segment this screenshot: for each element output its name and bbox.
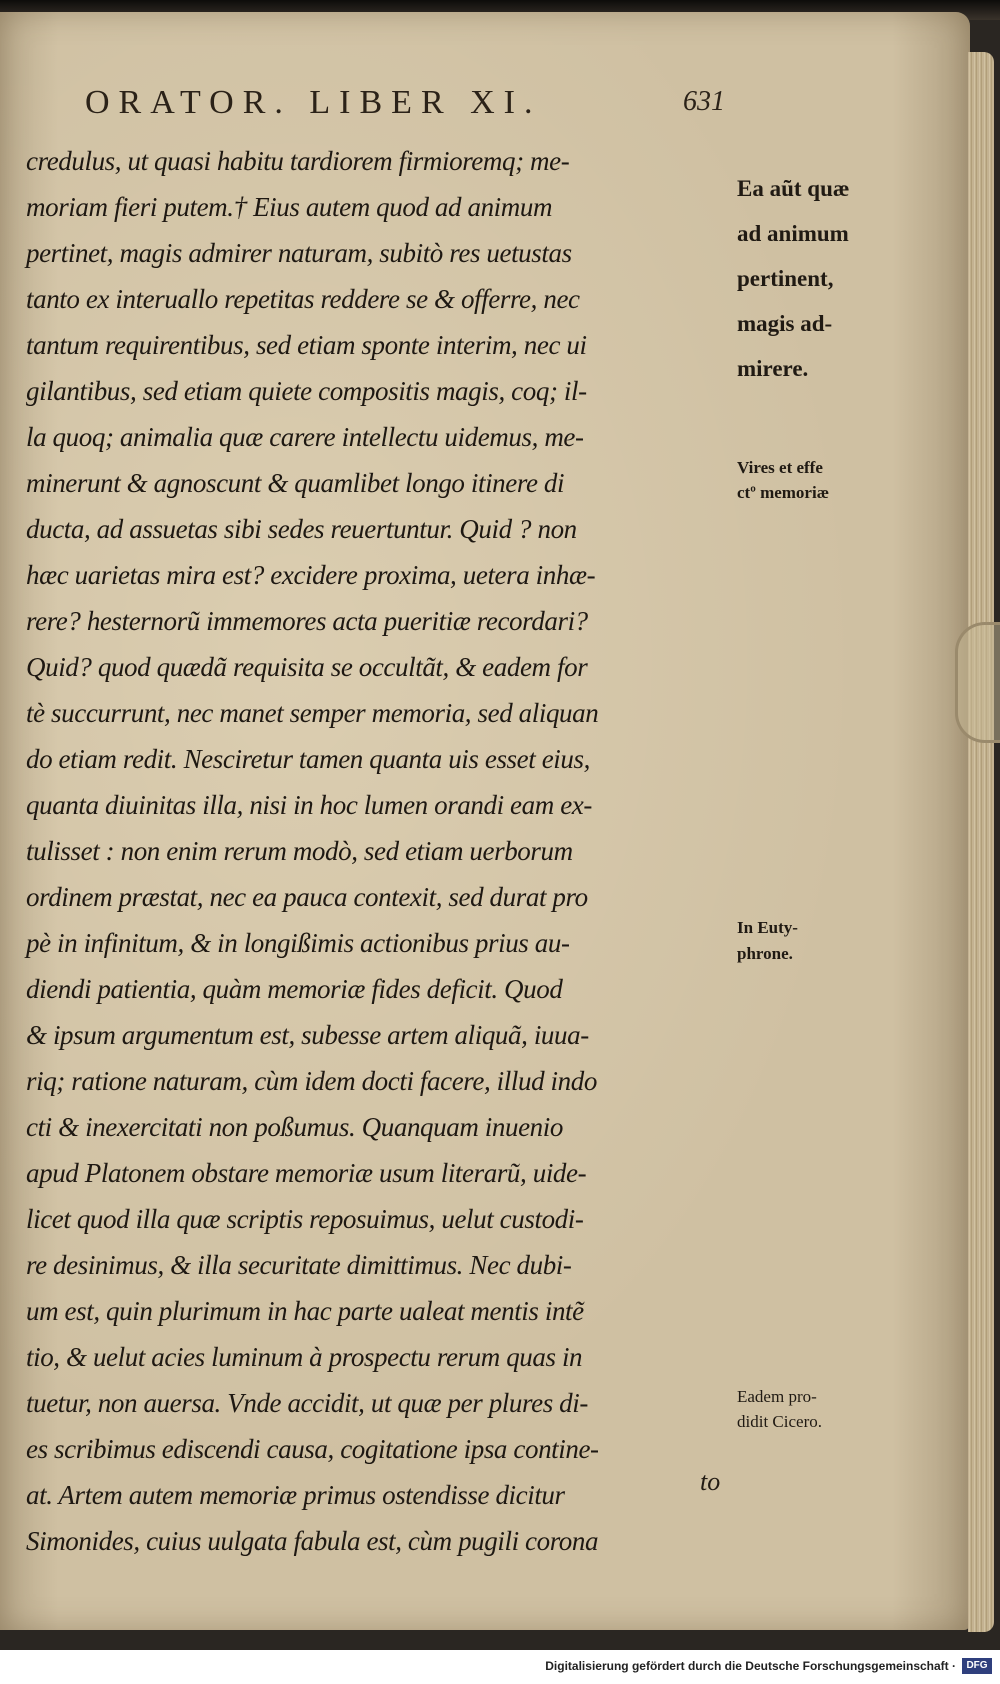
margin-note-line: phrone. [737,944,793,963]
text-line: Quid? quod quædã requisita se occultãt, & eadem for [26,652,588,682]
text-line: tuetur, non auersa. Vnde accidit, ut quæ per plures di- [26,1388,588,1418]
margin-note-line: Eadem pro- [737,1387,817,1406]
page-number: 631 [683,86,725,117]
text-line: diendi patientia, quàm memoriæ fides deficit. Quod [26,974,563,1004]
margin-note-line: In Euty- [737,918,798,937]
running-title: ORATOR. LIBER XI. [85,84,542,121]
text-line: cti & inexercitati non poßumus. Quanquam inuenio [26,1112,563,1142]
margin-note-line: Vires et effe [737,458,823,477]
text-line: apud Platonem obstare memoriæ usum literarũ, uide- [26,1158,587,1188]
margin-note-line: ad animum [737,221,849,246]
text-line: es scribimus ediscendi causa, cogitatione ipsa contine- [26,1434,599,1464]
margin-note-line: mirere. [737,356,809,381]
margin-note-line: didit Cicero. [737,1412,822,1431]
text-line: & ipsum argumentum est, subesse artem aliquã, iuua- [26,1020,589,1050]
book-page [0,12,970,1630]
margin-note-line: Ea aũt quæ [737,176,850,201]
text-line: ducta, ad assuetas sibi sedes reuertuntur. Quid ? non [26,514,577,544]
text-line: gilantibus, sed etiam quiete compositis magis, coq; il- [26,376,587,406]
page-edges [968,52,994,1632]
margin-note [737,915,887,967]
text-line: tulisset : non enim rerum modò, sed etiam uerborum [26,836,573,866]
text-line: tè succurrunt, nec manet semper memoria, sed aliquan [26,698,599,728]
margin-note [737,166,887,391]
text-line: tanto ex interuallo repetitas reddere se & offerre, nec [26,284,580,314]
margin-note-line: magis ad- [737,311,833,336]
text-line: licet quod illa quæ scriptis reposuimus, uelut custodi- [26,1204,584,1234]
footer-credit: Digitalisierung gefördert durch die Deutsche Forschungsgemeinschaft · [545,1659,956,1673]
margin-note [737,1384,887,1434]
text-line: rere? hesternorũ immemores acta pueritiæ recordari? [26,606,588,636]
dfg-logo: DFG [962,1658,992,1674]
text-line: quanta diuinitas illa, nisi in hoc lumen orandi eam ex- [26,790,592,820]
text-line: la quoq; animalia quæ carere intellectu uidemus, me- [26,422,584,452]
text-line: moriam fieri putem.† Eius autem quod ad animum [26,192,553,222]
text-line: pertinet, magis admirer naturam, subitò res uetustas [26,238,572,268]
body-text [26,138,731,1564]
digitization-footer [0,1650,1000,1684]
running-head [85,84,725,124]
text-line: ordinem præstat, nec ea pauca contexit, sed durat pro [26,882,588,912]
text-line: Simonides, cuius uulgata fabula est, cùm pugili corona [26,1526,599,1556]
text-line: credulus, ut quasi habitu tardiorem firmioremq; me- [26,146,570,176]
margin-note-line: pertinent, [737,266,834,291]
text-line: re desinimus, & illa securitate dimittimus. Nec dubi- [26,1250,572,1280]
text-line: riq; ratione naturam, cùm idem docti facere, illud indo [26,1066,597,1096]
text-line: tantum requirentibus, sed etiam sponte interim, nec ui [26,330,587,360]
margin-note [737,455,887,505]
text-line: hæc uarietas mira est? excidere proxima, uetera inhæ- [26,560,596,590]
text-line: at. Artem autem memoriæ primus ostendisse dicitur [26,1480,565,1510]
text-line: do etiam redit. Nesciretur tamen quanta uis esset eius, [26,744,590,774]
text-line: tio, & uelut acies luminum à prospectu rerum quas in [26,1342,583,1372]
book-clasp [955,622,1000,743]
text-line: pè in infinitum, & in longißimis actionibus prius au- [26,928,570,958]
text-line: um est, quin plurimum in hac parte ualeat mentis intẽ [26,1296,584,1326]
margin-note-line: ctº memoriæ [737,483,829,502]
text-line: minerunt & agnoscunt & quamlibet longo itinere di [26,468,565,498]
catchword: to [700,1467,721,1496]
